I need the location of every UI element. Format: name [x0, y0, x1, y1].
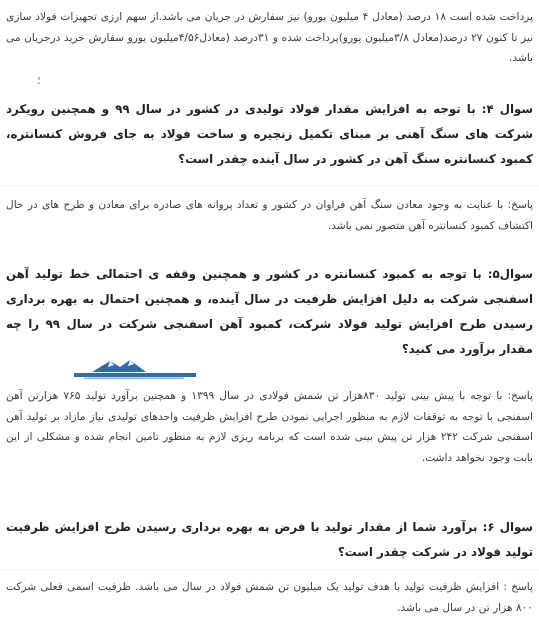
stray-dot-mark: ؛ — [37, 74, 41, 87]
question-4: سوال ۴: با توجه به افزایش مقدار فولاد تولیدی در کشور در سال ۹۹ و همچنین رویکرد شرکت های سنگ آهنی بر مبنای تکمیل زنجیره و ساخت فولاد به جای فروش کنسانتره، کمبود کنسانتره سنگ آهن در کشور در سال آینده چقدر است؟ — [6, 102, 533, 166]
question-5: سوال۵: با توجه به کمبود کنسانتره در کشور و همچنین وقفه ی احتمالی خط تولید آهن اسفنجی شرکت به دلیل افزایش ظرفیت در سال آینده، و همچنین احتمال به بهره برداری رسیدن طرح افزایش تولید فولاد شرکت، کمبود آهن اسفنجی شرکت در سال ۹۹ را چه مقدار برآورد می کنید؟ — [6, 267, 533, 356]
logo-icon — [70, 358, 200, 380]
answer-5: پاسخ: با توجه با پیش بینی تولید ۸۳۰هزار تن شمش فولادی در سال ۱۳۹۹ و همچنین برآورد تولید ۷۶۵ هزارتن آهن اسفنجی با توجه به توقفات لازم به منظور اجرایی نمودن طرح افزایش ظرفیت واحدهای تولیدی نیاز مازاد بر تولید آهن اسفنجی شرکت ۲۴۲ هزار تن پیش بینی شده است که برنامه ریزی لازم به منظور تامین انجام شده و مشکلی از این بابت وجود نخواهد داشت. — [6, 390, 533, 464]
answer-paragraph-continued: پرداخت شده است ۱۸ درصد (معادل ۴ میلیون یورو) نیز سفارش در جریان می باشد.از سهم ارزی تجهیزات فولاد سازی نیز تا کنون ۲۷ درصد(معادل ۳/۸میلیون یورو)پرداخت شده و ۳۱درصد (معادل۴/۵۶میلیون یورو سفارش خرید درجریان می باشد. — [6, 11, 534, 64]
answer-4: پاسخ: با عنایت به وجود معادن سنگ آهن فراوان در کشور و تعداد پروانه های صادره برای معادن و طرح های در حال اکتشاف کمبود کنسانتره آهن متصور نمی باشد. — [6, 199, 533, 232]
question-6: سوال ۶: برآورد شما از مقدار تولید با فرض به بهره برداری رسیدن طرح افزایش ظرفیت تولید فولاد در شرکت چقدر است؟ — [6, 520, 533, 559]
watermark-logo — [70, 358, 200, 380]
answer-6: پاسخ : افزایش ظرفیت تولید با هدف تولید یک میلیون تن شمش فولاد در سال می باشد. ظرفیت اسمی فعلی شرکت ۸۰۰ هزار تن در سال می باشد. — [6, 581, 533, 614]
divider — [0, 570, 539, 571]
divider — [0, 186, 539, 187]
